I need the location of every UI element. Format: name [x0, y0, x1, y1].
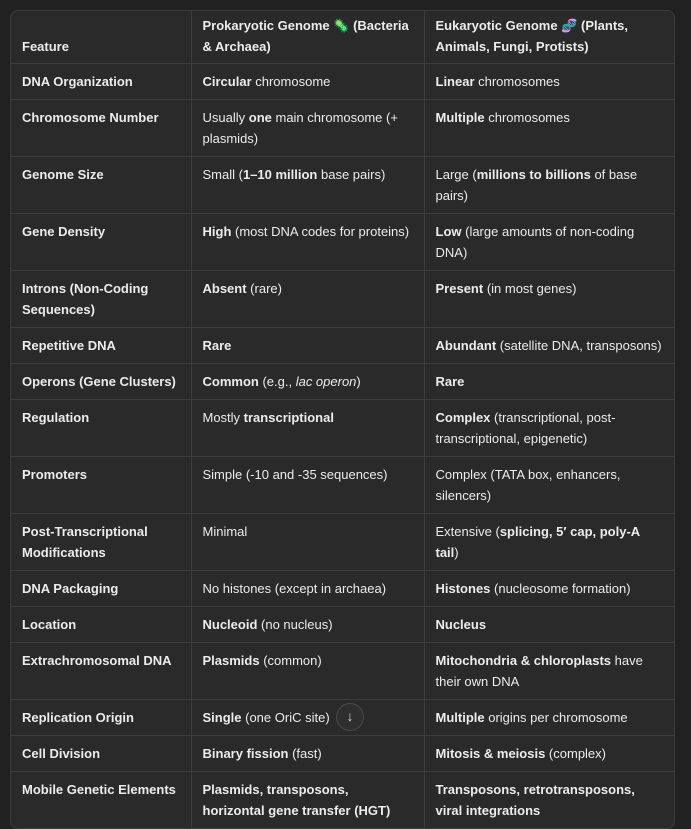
prokaryotic-cell — [191, 607, 424, 643]
header-feature-label: Feature — [22, 39, 69, 54]
eukaryotic-cell-text: Large ( — [435, 167, 477, 182]
prokaryotic-cell — [191, 700, 424, 736]
prokaryotic-cell-text: ) — [356, 374, 361, 389]
eukaryotic-cell-text: Multiple — [435, 710, 485, 725]
feature-cell-text: Post-Transcriptional Modifications — [22, 524, 148, 560]
eukaryotic-cell-text: Linear — [435, 74, 475, 89]
feature-cell — [11, 736, 191, 772]
feature-cell — [11, 700, 191, 736]
prokaryotic-cell — [191, 736, 424, 772]
table-row — [11, 328, 674, 364]
header-row — [11, 11, 674, 64]
feature-cell-text: Genome Size — [22, 167, 104, 182]
eukaryotic-cell — [424, 400, 674, 457]
feature-cell-text: Regulation — [22, 410, 90, 425]
eukaryotic-cell-text: chromosomes — [474, 74, 560, 89]
feature-cell-text: Introns (Non-Coding Sequences) — [22, 281, 149, 317]
feature-cell — [11, 328, 191, 364]
eukaryotic-cell — [424, 157, 674, 214]
eukaryotic-cell-text: Histones — [435, 581, 491, 596]
prokaryotic-cell-text: (one OriC site) — [241, 710, 330, 725]
eukaryotic-cell-text: chromosomes — [484, 110, 570, 125]
table-row — [11, 736, 674, 772]
eukaryotic-cell-text: Abundant — [435, 338, 497, 353]
prokaryotic-cell — [191, 457, 424, 514]
eukaryotic-cell — [424, 271, 674, 328]
prokaryotic-cell — [191, 571, 424, 607]
eukaryotic-cell-text: (satellite DNA, transposons) — [496, 338, 662, 353]
prokaryotic-cell-text: base pairs) — [317, 167, 386, 182]
header-prokaryotic — [191, 11, 424, 64]
feature-cell — [11, 364, 191, 400]
table-row — [11, 214, 674, 271]
header-feature — [11, 11, 191, 64]
feature-cell — [11, 457, 191, 514]
prokaryotic-cell — [191, 64, 424, 100]
feature-cell — [11, 772, 191, 829]
prokaryotic-cell-text: Usually — [202, 110, 249, 125]
prokaryotic-cell-text: chromosome — [251, 74, 331, 89]
prokaryotic-cell-text: Minimal — [202, 524, 248, 539]
feature-cell — [11, 271, 191, 328]
prokaryotic-cell-text: Nucleoid — [202, 617, 258, 632]
prokaryotic-cell — [191, 214, 424, 271]
prokaryotic-cell-text: one — [248, 110, 272, 125]
prokaryotic-cell-text: Simple (-10 and -35 sequences) — [202, 467, 388, 482]
prokaryotic-cell-text: (rare) — [246, 281, 282, 296]
prokaryotic-cell-text: Single — [202, 710, 242, 725]
eukaryotic-cell-text: (transcriptional, post-transcriptional, epigenetic) — [435, 410, 616, 446]
feature-cell — [11, 214, 191, 271]
eukaryotic-cell — [424, 571, 674, 607]
prokaryotic-cell-text: Binary fission — [202, 746, 289, 761]
eukaryotic-cell — [424, 364, 674, 400]
prokaryotic-cell — [191, 364, 424, 400]
feature-cell — [11, 607, 191, 643]
prokaryotic-cell-text: High — [202, 224, 232, 239]
eukaryotic-cell-text: Complex (TATA box, enhancers, silencers) — [435, 467, 621, 503]
feature-cell — [11, 643, 191, 700]
eukaryotic-cell-text: Mitochondria & chloroplasts — [435, 653, 612, 668]
prokaryotic-cell — [191, 328, 424, 364]
table-row — [11, 64, 674, 100]
eukaryotic-cell-text: splicing, 5′ cap, poly-A tail — [435, 524, 640, 560]
feature-cell — [11, 64, 191, 100]
feature-cell — [11, 571, 191, 607]
eukaryotic-cell-text: (large amounts of non-coding DNA) — [435, 224, 635, 260]
header-prokaryotic-subtitle: (Bacteria & Archaea) — [202, 18, 409, 54]
prokaryotic-cell-text: Circular — [202, 74, 252, 89]
eukaryotic-cell-text: have their own DNA — [435, 653, 643, 689]
feature-cell-text: Extrachromosomal DNA — [22, 653, 172, 668]
table-header — [11, 11, 674, 64]
dna-icon: 🧬 — [561, 18, 578, 33]
prokaryotic-cell-text: No histones (except in archaea) — [202, 581, 387, 596]
table-row — [11, 100, 674, 157]
prokaryotic-cell — [191, 514, 424, 571]
prokaryotic-cell-text: Common — [202, 374, 259, 389]
feature-cell-text: Promoters — [22, 467, 88, 482]
feature-cell-text: Mobile Genetic Elements — [22, 782, 176, 797]
feature-cell-text: DNA Packaging — [22, 581, 119, 596]
feature-cell-text: Gene Density — [22, 224, 106, 239]
header-prokaryotic-title: Prokaryotic Genome — [202, 18, 330, 33]
table-row — [11, 643, 674, 700]
eukaryotic-cell — [424, 643, 674, 700]
prokaryotic-cell-text: Plasmids, transposons, horizontal gene transfer (HGT) — [202, 782, 391, 818]
prokaryotic-cell-text: Rare — [202, 338, 232, 353]
prokaryotic-cell-text: Plasmids — [202, 653, 260, 668]
feature-cell — [11, 400, 191, 457]
eukaryotic-cell — [424, 607, 674, 643]
prokaryotic-cell-text: (fast) — [288, 746, 322, 761]
prokaryotic-cell — [191, 100, 424, 157]
table-row — [11, 772, 674, 829]
eukaryotic-cell — [424, 328, 674, 364]
eukaryotic-cell-text: Rare — [435, 374, 465, 389]
feature-cell-text: Repetitive DNA — [22, 338, 116, 353]
eukaryotic-cell-text: Transposons, retrotransposons, viral integrations — [435, 782, 635, 818]
eukaryotic-cell-text: (complex) — [545, 746, 606, 761]
prokaryotic-cell-text: lac operon — [295, 374, 357, 389]
eukaryotic-cell-text: millions to billions — [476, 167, 591, 182]
eukaryotic-cell — [424, 514, 674, 571]
prokaryotic-cell-text: (e.g., — [258, 374, 296, 389]
prokaryotic-cell-text: (common) — [259, 653, 322, 668]
microbe-icon: 🦠 — [333, 18, 350, 33]
feature-cell-text: Operons — [22, 374, 76, 389]
header-eukaryotic — [424, 11, 674, 64]
table-row — [11, 607, 674, 643]
feature-cell-text: Chromosome Number — [22, 110, 159, 125]
table-row — [11, 571, 674, 607]
table-row — [11, 514, 674, 571]
scroll-down-icon: ↓ — [346, 708, 354, 724]
eukaryotic-cell — [424, 100, 674, 157]
eukaryotic-cell-text: Present — [435, 281, 484, 296]
eukaryotic-cell-text: (nucleosome formation) — [490, 581, 631, 596]
feature-cell-text: (Gene Clusters) — [75, 374, 176, 389]
table-row — [11, 400, 674, 457]
feature-cell-text: Location — [22, 617, 77, 632]
prokaryotic-cell — [191, 271, 424, 328]
feature-cell — [11, 514, 191, 571]
prokaryotic-cell-text: Mostly — [202, 410, 244, 425]
eukaryotic-cell-text: Mitosis & meiosis — [435, 746, 546, 761]
eukaryotic-cell — [424, 772, 674, 829]
prokaryotic-cell-text: 1–10 million — [242, 167, 318, 182]
table-row — [11, 364, 674, 400]
table-row — [11, 157, 674, 214]
eukaryotic-cell — [424, 700, 674, 736]
eukaryotic-cell-text: Low — [435, 224, 462, 239]
eukaryotic-cell-text: ) — [454, 545, 459, 560]
prokaryotic-cell-text: (most DNA codes for proteins) — [231, 224, 410, 239]
eukaryotic-cell — [424, 736, 674, 772]
prokaryotic-cell-text: transcriptional — [243, 410, 334, 425]
feature-cell — [11, 100, 191, 157]
scroll-down-button[interactable] — [336, 703, 364, 731]
eukaryotic-cell-text: Extensive ( — [435, 524, 500, 539]
prokaryotic-cell-text: main chromosome (+ plasmids) — [202, 110, 398, 146]
eukaryotic-cell — [424, 214, 674, 271]
header-eukaryotic-title: Eukaryotic Genome — [435, 18, 558, 33]
prokaryotic-cell — [191, 772, 424, 829]
prokaryotic-cell — [191, 400, 424, 457]
prokaryotic-cell-text: Small ( — [202, 167, 243, 182]
feature-cell-text: Cell Division — [22, 746, 101, 761]
eukaryotic-cell-text: (in most genes) — [483, 281, 577, 296]
eukaryotic-cell — [424, 457, 674, 514]
header-eukaryotic-subtitle: (Plants, Animals, Fungi, Protists) — [435, 18, 629, 54]
table-row — [11, 457, 674, 514]
feature-cell-text: Replication Origin — [22, 710, 134, 725]
prokaryotic-cell-text: (no nucleus) — [257, 617, 333, 632]
eukaryotic-cell-text: origins per chromosome — [484, 710, 628, 725]
table-row — [11, 271, 674, 328]
feature-cell — [11, 157, 191, 214]
eukaryotic-cell-text: of base pairs) — [435, 167, 638, 203]
eukaryotic-cell-text: Nucleus — [435, 617, 487, 632]
prokaryotic-cell — [191, 157, 424, 214]
eukaryotic-cell-text: Complex — [435, 410, 491, 425]
prokaryotic-cell-text: Absent — [202, 281, 247, 296]
feature-cell-text: DNA Organization — [22, 74, 133, 89]
eukaryotic-cell-text: Multiple — [435, 110, 485, 125]
prokaryotic-cell — [191, 643, 424, 700]
eukaryotic-cell — [424, 64, 674, 100]
